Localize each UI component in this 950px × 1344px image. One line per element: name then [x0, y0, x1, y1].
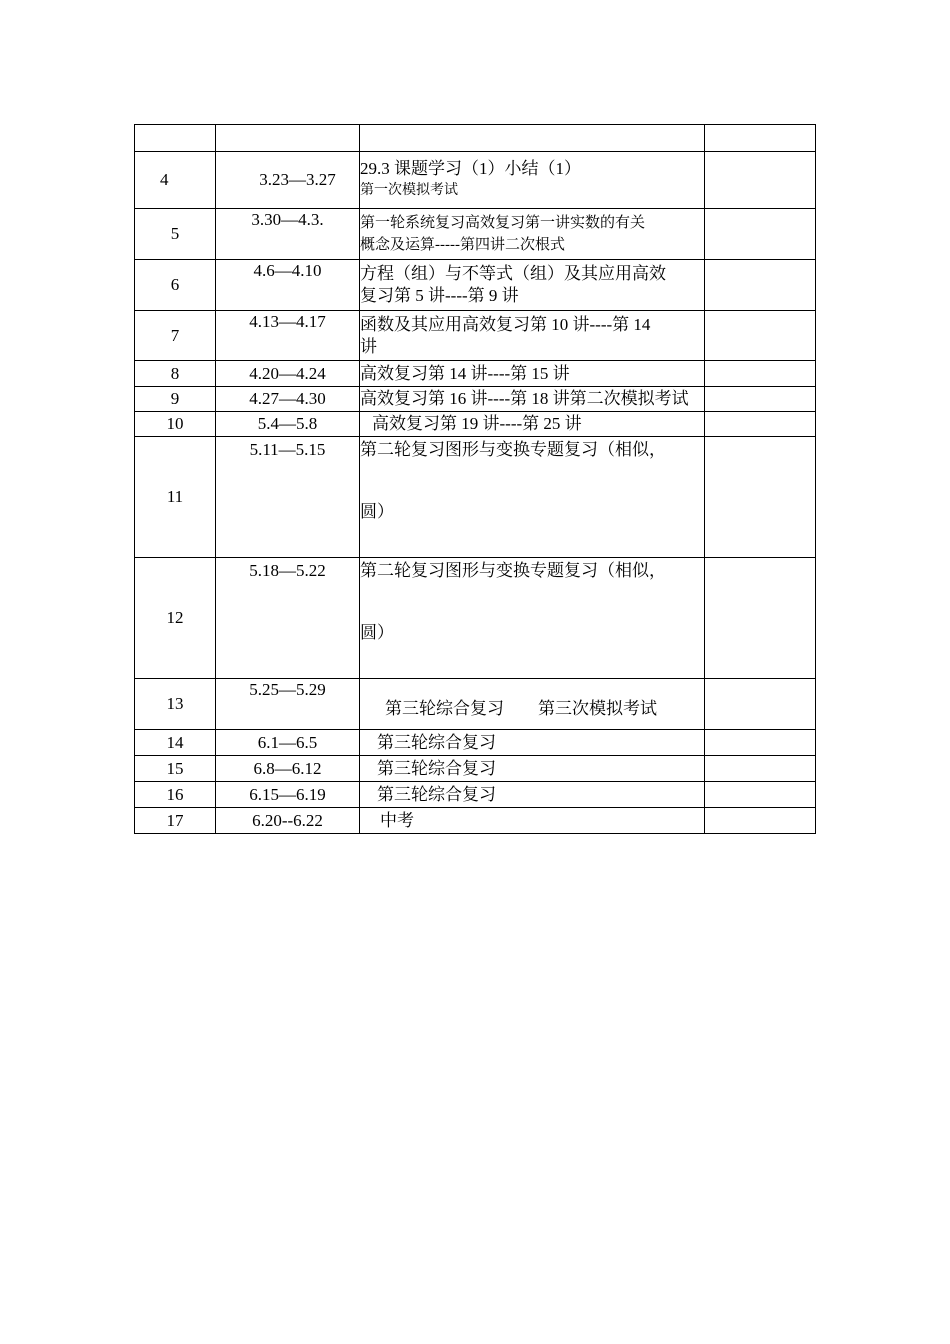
table-row — [135, 558, 816, 679]
content-cell — [360, 558, 705, 679]
week-cell: 14 — [135, 730, 216, 756]
table-row — [135, 412, 816, 437]
content-cell: 第三轮综合复习 — [360, 756, 705, 782]
week-cell: 11 — [135, 437, 216, 558]
content-line: 29.3 课题学习（1）小结（1） — [360, 159, 581, 178]
dates-cell: 4.20—4.24 — [216, 361, 360, 387]
content-cell — [360, 260, 705, 311]
table-row — [135, 437, 816, 558]
table-row — [135, 361, 816, 387]
week-cell: 16 — [135, 782, 216, 808]
content-cell — [360, 311, 705, 361]
content-line: 函数及其应用高效复习第 10 讲----第 14 — [360, 314, 651, 334]
table-row — [135, 679, 816, 730]
content-line: 第二轮复习图形与变换专题复习（相似， — [360, 440, 666, 459]
note-cell — [705, 311, 816, 361]
schedule-table — [134, 124, 816, 834]
table-row — [135, 311, 816, 361]
content-line: 复习第 5 讲----第 9 讲 — [360, 286, 519, 305]
note-cell — [705, 412, 816, 437]
week-cell: 6 — [135, 260, 216, 311]
table-row — [135, 125, 816, 152]
content-cell: 第三轮综合复习 — [360, 782, 705, 808]
dates-cell: 4.13—4.17 — [216, 311, 360, 361]
note-cell — [705, 782, 816, 808]
note-cell — [705, 209, 816, 260]
dates-cell: 5.18—5.22 — [216, 558, 360, 679]
note-cell — [705, 808, 816, 834]
content-cell: 高效复习第 19 讲----第 25 讲 — [360, 412, 705, 437]
dates-cell: 4.27—4.30 — [216, 387, 360, 412]
content-line: 圆） — [360, 623, 394, 642]
dates-cell: 6.20--6.22 — [216, 808, 360, 834]
week-cell: 13 — [135, 679, 216, 730]
week-cell — [135, 125, 216, 152]
content-line: 第二轮复习图形与变换专题复习（相似， — [360, 561, 666, 580]
content-cell — [360, 209, 705, 260]
note-cell — [705, 730, 816, 756]
dates-cell: 6.15—6.19 — [216, 782, 360, 808]
content-cell — [360, 152, 705, 209]
dates-cell: 5.4—5.8 — [216, 412, 360, 437]
dates-cell: 6.1—6.5 — [216, 730, 360, 756]
note-cell — [705, 125, 816, 152]
note-cell — [705, 152, 816, 209]
week-cell: 5 — [135, 209, 216, 260]
week-cell: 10 — [135, 412, 216, 437]
dates-cell: 3.30—4.3. — [216, 209, 360, 260]
dates-cell: 5.11—5.15 — [216, 437, 360, 558]
content-cell: 第三轮综合复习 — [360, 730, 705, 756]
content-line: 第一次模拟考试 — [360, 183, 458, 198]
content-cell: 中考 — [360, 808, 705, 834]
week-cell: 17 — [135, 808, 216, 834]
content-cell: 第三轮综合复习 第三次模拟考试 — [360, 679, 705, 730]
table-row — [135, 209, 816, 260]
table-row — [135, 782, 816, 808]
content-cell — [360, 437, 705, 558]
week-cell: 8 — [135, 361, 216, 387]
dates-cell: 3.23—3.27 — [216, 152, 360, 209]
content-cell — [360, 125, 705, 152]
note-cell — [705, 437, 816, 558]
note-cell — [705, 679, 816, 730]
dates-cell: 6.8—6.12 — [216, 756, 360, 782]
note-cell — [705, 361, 816, 387]
content-line: 讲 — [360, 336, 377, 356]
dates-cell: 4.6—4.10 — [216, 260, 360, 311]
note-cell — [705, 387, 816, 412]
table-row — [135, 730, 816, 756]
table-row — [135, 808, 816, 834]
week-cell: 15 — [135, 756, 216, 782]
week-cell: 7 — [135, 311, 216, 361]
content-cell: 高效复习第 14 讲----第 15 讲 — [360, 361, 705, 387]
table-row — [135, 387, 816, 412]
note-cell — [705, 756, 816, 782]
content-line: 第一轮系统复习高效复习第一讲实数的有关 — [360, 215, 646, 231]
week-cell: 12 — [135, 558, 216, 679]
dates-cell: 5.25—5.29 — [216, 679, 360, 730]
dates-cell — [216, 125, 360, 152]
table-row — [135, 260, 816, 311]
week-cell: 4 — [135, 152, 216, 209]
content-line: 圆） — [360, 502, 394, 521]
note-cell — [705, 558, 816, 679]
content-line: 概念及运算-----第四讲二次根式 — [360, 237, 565, 253]
table-row — [135, 152, 816, 209]
week-cell: 9 — [135, 387, 216, 412]
content-line: 方程（组）与不等式（组）及其应用高效 — [360, 264, 666, 283]
content-cell: 高效复习第 16 讲----第 18 讲第二次模拟考试 — [360, 387, 705, 412]
table-row — [135, 756, 816, 782]
note-cell — [705, 260, 816, 311]
